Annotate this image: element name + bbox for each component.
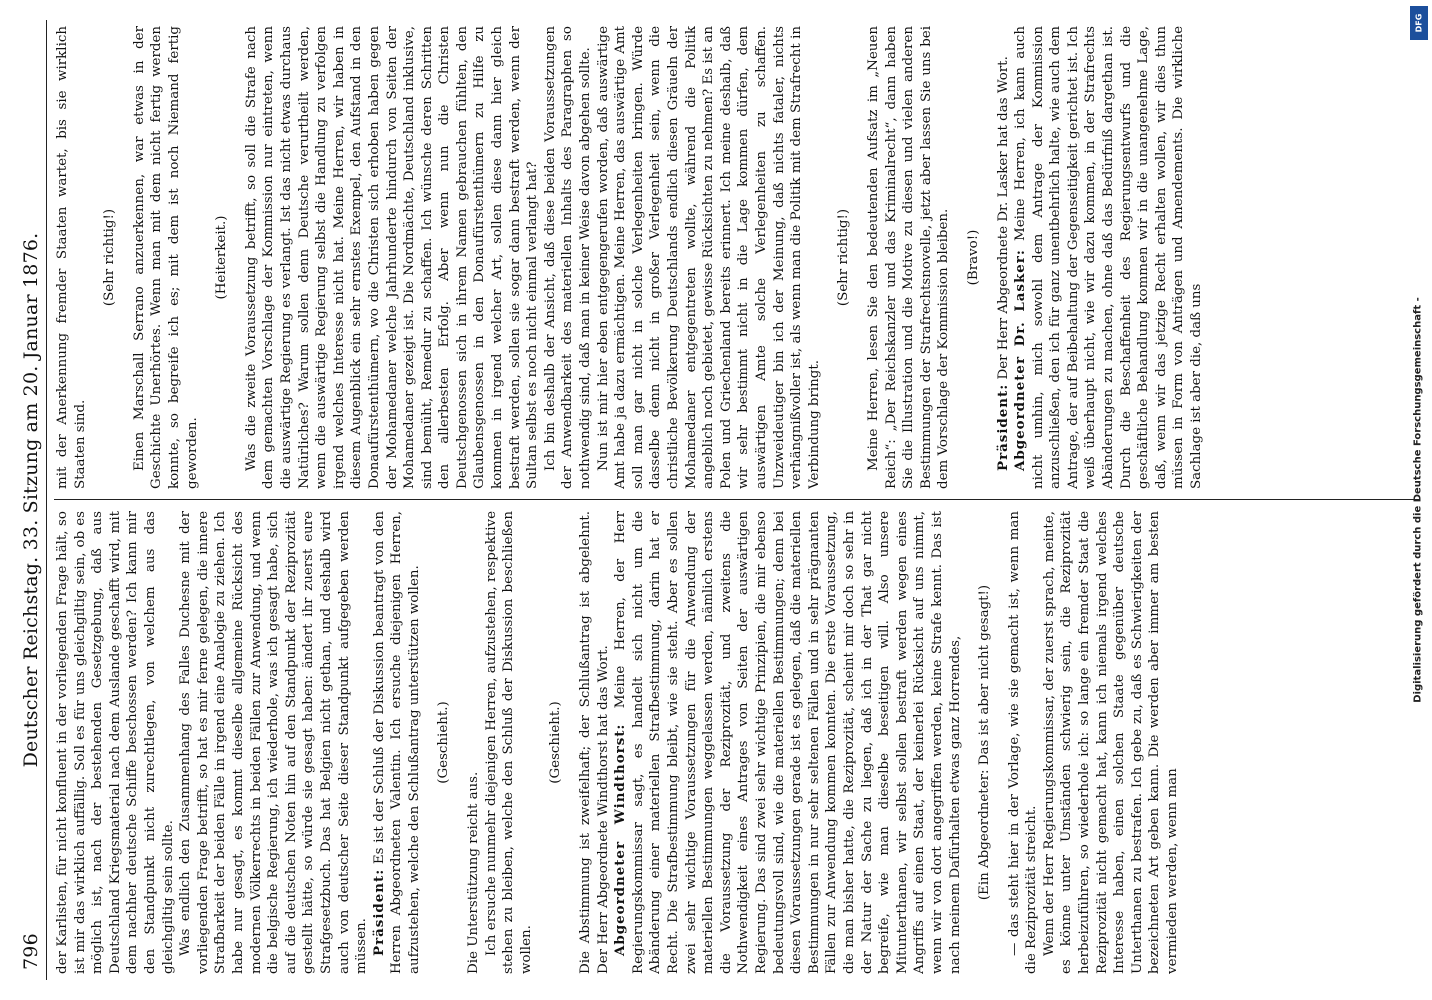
speech-paragraph (1012, 26, 1206, 489)
body-paragraph: Ich bin deshalb der Ansicht, daß diese beiden Voraussetzungen der Anwendbarkeit des materiellen Inhalts des Paragraphen so nothwendig sind, daß man in keiner Weise davon abgehen sollte. (542, 26, 594, 489)
stage-direction: (Geschieht.) (548, 701, 564, 784)
credit-text: Digitalisierung gefördert durch die Deutsche Forschungsgemeinschaft - (1412, 297, 1424, 703)
dfg-logo-text: DFG (1414, 13, 1424, 33)
running-title: Deutscher Reichstag. 33. Sitzung am 20. Januar 1876. (20, 232, 42, 768)
body-paragraph: der Karlisten, für nicht konfluent in der vorliegenden Frage hält, so ist mir das wirklich auffällig. Soll es für uns gleichgiltig sein, ob es möglich ist, nach der bestehenden Gesetzgebung, daß aus Deutschland Kriegsmaterial nach dem Auslande geschafft wird, mit dem nachher deutsche Schiffe beschossen werden? Ich kann mir den Standpunkt nicht zurechtlegen, von welchem aus das gleichgiltig sein sollte. (55, 511, 176, 974)
left-column (54, 511, 1420, 974)
body-paragraph: Meine Herren, lesen Sie den bedeutenden Aufsatz im „Neuen Reich“: „Der Reichskanzler und das Kriminalrecht“, dann haben Sie die Illustration und die Motive zu diesen und vielen anderen Bestimmungen der Strafrechtsnovelle, jetzt aber lassen Sie uns bei dem Vorschlage der Kommission bleiben. (865, 26, 952, 489)
speech-paragraph (612, 511, 964, 974)
body-paragraph: Was endlich den Zusammenhang des Falles Duchesne mit der vorliegenden Frage betrifft, so hat es mir ferne gelegen, die innere Strafbarkeit der beiden Fälle in irgend eine Analogie zu ziehen. Ich habe nur gesagt, es kommt dieselbe allgemeine Rücksicht des modernen Völkerrechts in beiden Fällen zur Anwendung, und wenn die belgische Regierung, ich wiederhole, was ich gesagt habe, sich auf die deutschen Noten hin auf den Standpunkt der Reziprozität gestellt hätte, so würde sie gesagt haben: ändert ihr zuerst eure Strafgesetzbuch. Das hat Belgien nicht gethan, und deshalb wird auch von deutscher Seite dieser Standpunkt aufgegeben werden müssen. (178, 511, 370, 974)
right-column (54, 26, 1420, 489)
speaker-name: Abgeordneter Windthorst: (612, 723, 629, 956)
page-number: 796 (20, 933, 42, 970)
speaker-name: Präsident: (370, 868, 387, 956)
body-paragraph: Die Unterstützung reicht aus. (466, 771, 482, 974)
digitization-credit (1410, 8, 1426, 992)
body-paragraph: Einen Marschall Serrano anzuerkennen, war etwas in der Geschichte Unerhörtes. Wenn man mit dem nicht fertig werden konnte, so begreife ich es; mit dem ist noch Niemand fertig geworden. (131, 26, 200, 489)
speech-paragraph (995, 26, 1013, 489)
stage-direction: (Heiterkeit.) (214, 215, 230, 300)
header-rule (46, 20, 47, 980)
speech-paragraph (371, 511, 424, 974)
stage-direction: (Ein Abgeordneter: Das ist aber nicht gesagt!) (977, 584, 993, 901)
speaker-name: Abgeordneter Dr. Lasker: (1012, 249, 1029, 471)
speech-text: Meine Herren, der Herr Regierungskommissar sagt, es handelt sich nicht um die Abänderung einer materiellen Strafbestimmung, darin hat er Recht. Die Strafbestimmung bleibt, wie sie steht. Aber es sollen zwei sehr wichtige Voraussetzungen für die Anwendung der materiellen Bestimmungen weggelassen werden, nämlich erstens die Voraussetzung der Reziprozität, und zweitens die Nothwendigkeit eines Antrages von Seiten der auswärtigen Regierung. Das sind zwei sehr wichtige Prinzipien, die mir ebenso bedeutungsvoll sind, wie die materiellen Bestimmungen; denn bei diesen Voraussetzungen gerade ist es gelegen, daß die materiellen Bestimmungen in nur sehr seltenen Fällen und in sehr prägnanten Fällen zur Anwendung kommen konnten. Die erste Voraussetzung, die man bisher hatte, die Reziprozität, scheint mir doch so sehr in der Natur der Sache zu liegen, daß ich in der That gar nicht begreife, wie man dieselbe beseitigen will. Also unsere Mitunterthanen, wir selbst sollen bestraft werden wegen eines Angriffs auf einen Staat, der keinerlei Rücksicht auf uns nimmt, wenn wir von dort angegriffen werden, keine Strafe kennt. Das ist nach meinem Dafürhalten etwas ganz Horrendes, (613, 511, 963, 974)
body-paragraph: Wenn der Herr Regierungskommissar, der zuerst sprach, meinte, es könne unter Umständen schwierig sein, die Reziprozität herbeizuführen, so wiederhole ich: so lange ein fremder Staat die Reziprozität nicht gemacht hat, kann ich niemals irgend welches Interesse haben, einen solchen Staate gegenüber deutsche Unterthanen zu bestrafen. Ich gebe zu, daß es Schwierigkeiten der bezeichneten Art geben kann. Die werden aber immer am besten vermieden werden, wenn man (1041, 511, 1181, 974)
body-paragraph: Nun ist mir hier eben entgegengerufen worden, daß auswärtige Amt habe ja dazu ermächtigen. Meine Herren, das auswärtige Amt soll man gar nicht in solche Verlegenheiten bringen. Würde dasselbe denn nicht in großer Verlegenheit sein, wenn die christliche Bevölkerung Deutschlands endlich diesen Gräueln der Mohamedaner entgegentreten wollte, während die Politik angeblich noch gebietet, gewisse Rücksichten zu nehmen? Es ist an Polen und Griechenland bereits erinnert. Ich meine deshalb, daß wir sehr bestimmt nicht in die Lage kommen dürfen, dem auswärtigen Amte solche Verlegenheiten zu schaffen. Unzweideutiger bin ich der Meinung, daß nichts fataler, nichts verhängnißvoller ist, als wenn man die Politik mit dem Strafrecht in Verbindung bringt. (595, 26, 822, 489)
speech-text: Der Herr Abgeordnete Dr. Lasker hat das Wort. (995, 56, 1011, 380)
speaker-name: Präsident: (994, 383, 1011, 471)
stage-direction: (Bravo!) (965, 229, 981, 286)
stage-direction: (Sehr richtig!) (836, 208, 852, 307)
body-paragraph: mit der Anerkennung fremder Staaten wartet, bis sie wirklich Staaten sind. (55, 26, 88, 489)
speech-text: Es ist der Schluß der Diskussion beantragt von den Herren Abgeordneten Valentin. Ich ersuche diejenigen Herren, aufzustehen, welche den Schlußantrag unterstützen wollen. (371, 511, 422, 974)
body-paragraph: — das steht hier in der Vorlage, wie sie gemacht ist, wenn man die Reziprozität streicht. (1006, 511, 1040, 974)
speech-text: Meine Herren, ich kann auch nicht umhin, mich sowohl dem Antrage der Kommission anzuschließen, den ich für ganz unentbehrlich halte, wie auch dem Antrage, der auf Beibehaltung der Gegenseitigkeit gerichtet ist. Ich weiß überhaupt nicht, wie wir dazu kommen, in der Strafrechts Abänderungen zu machen, ohne daß das Bedürfniß dargethan ist. Durch die Beschaffenheit des Regierungsentwurfs und die geschäftliche Behandlung kommen wir in die unangenehme Lage, daß, wenn wir das jetzige Recht erhalten wollen, wir dies thun müssen in Form von Anträgen und Amendements. Die wirkliche Sachlage ist aber die, daß uns (1013, 26, 1205, 489)
page-header (14, 26, 48, 974)
body-paragraph: Ich ersuche nunmehr diejenigen Herren, aufzustehen, respektive stehen zu bleiben, welche den Schluß der Diskussion beschließen wollen. (483, 511, 534, 974)
stage-direction: (Sehr richtig!) (102, 208, 118, 307)
body-paragraph: Was die zweite Voraussetzung betrifft, so soll die Strafe nach dem gemachten Vorschlage der Kommission nur eintreten, wenn die auswärtige Regierung es verlangt. Ist das nicht etwas durchaus Natürliches? Warum sollen denn Deutsche verurtheilt werden, wenn die auswärtige Regierung selbst die Handlung zu verfolgen irgend welches Interesse nicht hat. Meine Herren, wir haben in diesem Augenblick ein sehr ernstes Exempel, den Aufstand in den Donaufürstenthümern, wo die Christen sich erhoben haben gegen der Mohamedaner welche Jahrhunderte hindurch von Seiten der Mohamedaner gezeigt ist. Die Nordmächte, Deutschland inklusive, sind bemüht, Remedur zu schaffen. Ich wünsche deren Schritten den allerbesten Erfolg. Aber wenn nun die Christen Deutschgenossen sich in ihrem Namen gebrauchen fühlten, den Glaubensgenossen in den Donaufürstenthümern zu Hilfe zu kommen in irgend welcher Art, sollen diese dann hier gleich bestraft werden, sollen sie sogar dann bestraft werden, wenn der Sultan selbst es noch nicht einmal verlangt hat? (243, 26, 541, 489)
text-columns (54, 26, 1420, 974)
body-paragraph: Die Abstimmung ist zweifelhaft; der Schlußantrag ist abgelehnt. Der Herr Abgeordnete Windthorst hat das Wort. (578, 511, 611, 974)
stage-direction: (Geschieht.) (436, 701, 452, 784)
dfg-logo (1410, 6, 1428, 40)
